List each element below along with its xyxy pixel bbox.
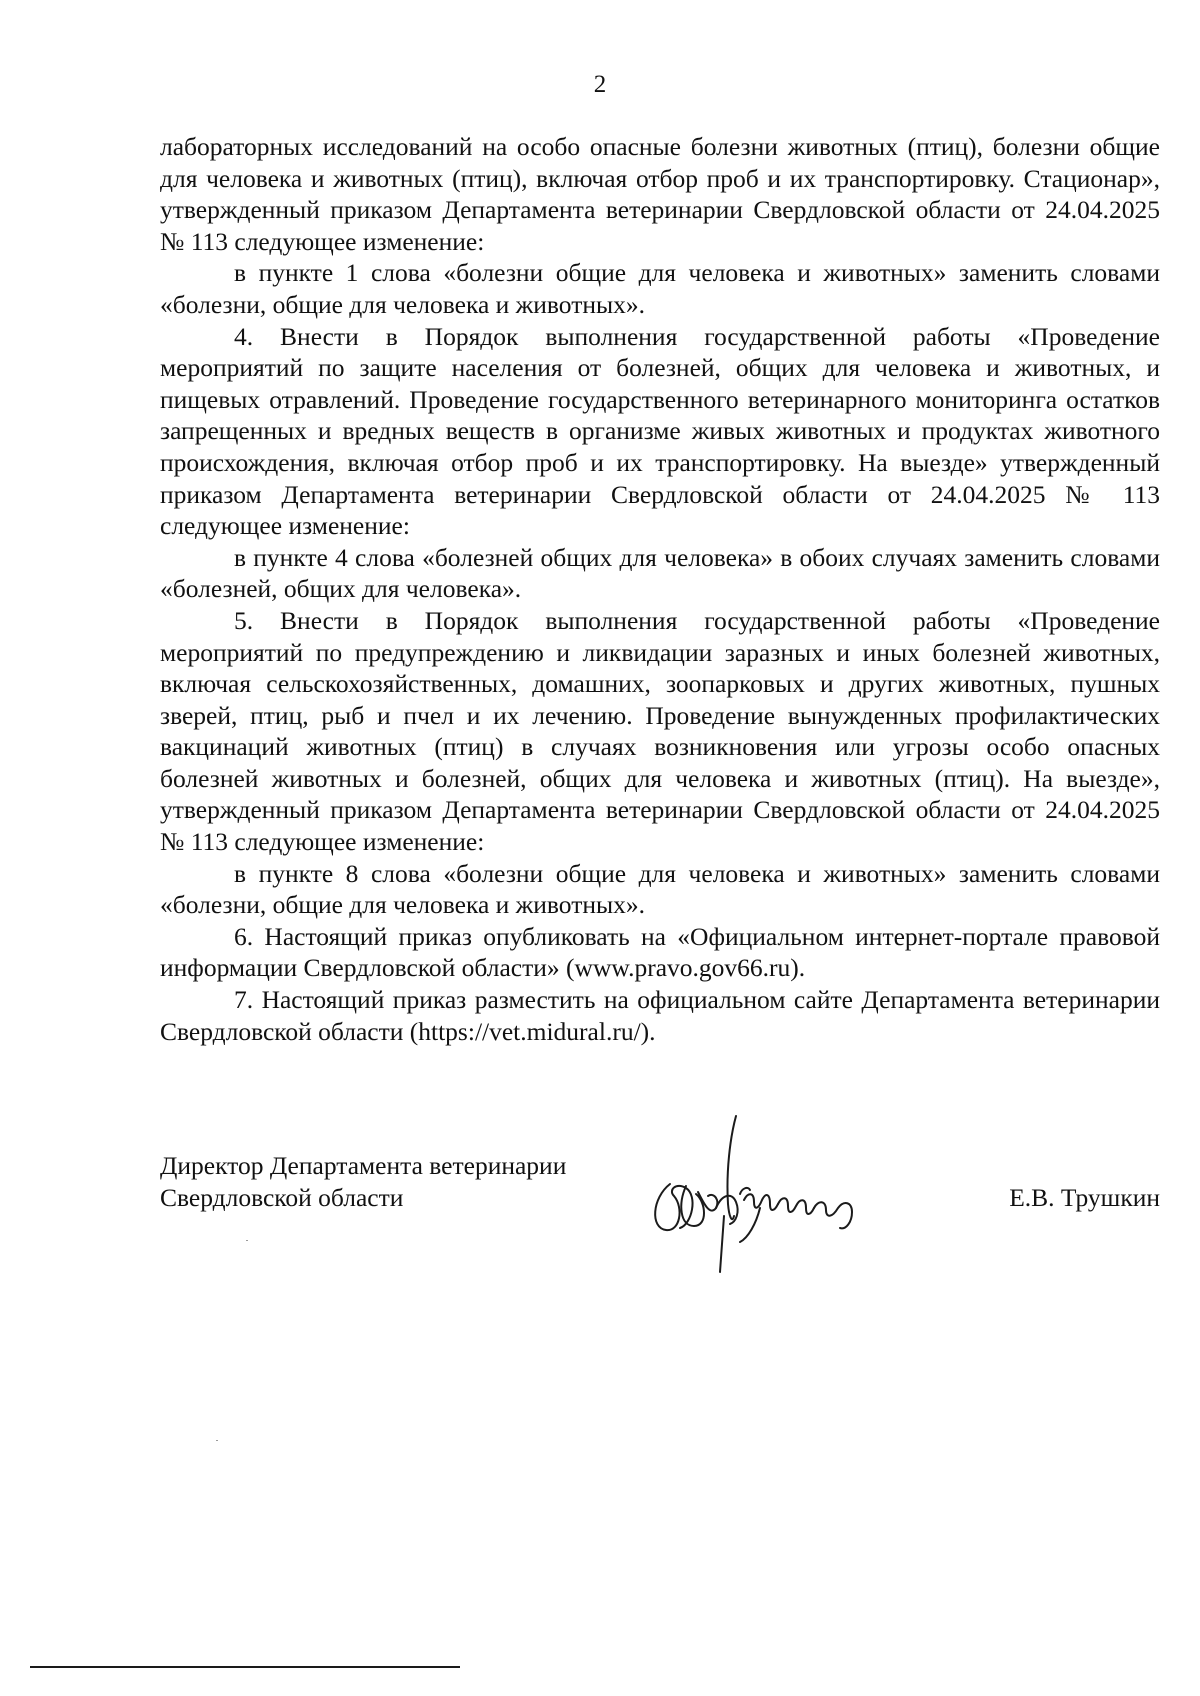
handwritten-signature <box>640 1112 900 1277</box>
signature-block <box>160 1150 1160 1300</box>
footer-rule <box>30 1666 460 1668</box>
paragraph-item-4: 4. Внести в Порядок выполнения государственной работы «Проведение мероприятий по защите населения от болезней, общих для человека и животных, и пищевых отравлений. Проведение государственного ветеринарного мониторинга остатков запрещенных и вредных веществ в организме живых животных и продуктах животного происхождения, включая отбор проб и их транспортировку. На выезде» утвержденный приказом Департамента ветеринарии Свердловской области от 24.04.2025 № 113 следующее изменение: <box>160 321 1160 541</box>
signer-name: Е.В. Трушкин <box>1009 1183 1160 1212</box>
scan-artifact <box>246 1240 248 1241</box>
document-body <box>160 131 1160 1047</box>
paragraph-item-7: 7. Настоящий приказ разместить на официальном сайте Департамента ветеринарии Свердловской области (https://vet.midural.ru/). <box>160 985 1160 1046</box>
scan-artifact <box>216 1440 218 1441</box>
paragraph-amendment-item-5: в пункте 8 слова «болезни общие для человека и животных» заменить словами «болезни, общие для человека и животных». <box>160 858 1160 920</box>
signer-position-line-2: Свердловской области <box>160 1183 404 1212</box>
paragraph-item-5: 5. Внести в Порядок выполнения государственной работы «Проведение мероприятий по предупреждению и ликвидации заразных и иных болезней животных, включая сельскохозяйственных, домашних, зоопарковых и других животных, пушных зверей, птиц, рыб и пчел и их лечению. Проведение вынужденных профилактических вакцинаций животных (птиц) в случаях возникновения или угрозы особо опасных болезней животных и болезней, общих для человека и животных (птиц). На выезде», утвержденный приказом Департамента ветеринарии Свердловской области от 24.04.2025 № 113 следующее изменение: <box>160 605 1160 857</box>
paragraph-continuation: лабораторных исследований на особо опасные болезни животных (птиц), болезни общие для человека и животных (птиц), включая отбор проб и их транспортировку. Стационар», утвержденный приказом Департамента ветеринарии Свердловской области от 24.04.2025 № 113 следующее изменение: <box>160 132 1160 256</box>
paragraph-amendment-item-3: в пункте 1 слова «болезни общие для человека и животных» заменить словами «болезни, общие для человека и животных». <box>160 258 1160 319</box>
signer-position <box>160 1150 630 1214</box>
page-number: 2 <box>593 71 607 98</box>
paragraph-amendment-item-4: в пункте 4 слова «болезней общих для человека» в обоих случаях заменить словами «болезней, общих для человека». <box>160 542 1160 604</box>
paragraph-item-6: 6. Настоящий приказ опубликовать на «Официальном интернет-портале правовой информации Свердловской области» (www.pravo.gov66.ru). <box>160 921 1160 983</box>
signer-position-line-1: Директор Департамента ветеринарии <box>160 1151 567 1180</box>
